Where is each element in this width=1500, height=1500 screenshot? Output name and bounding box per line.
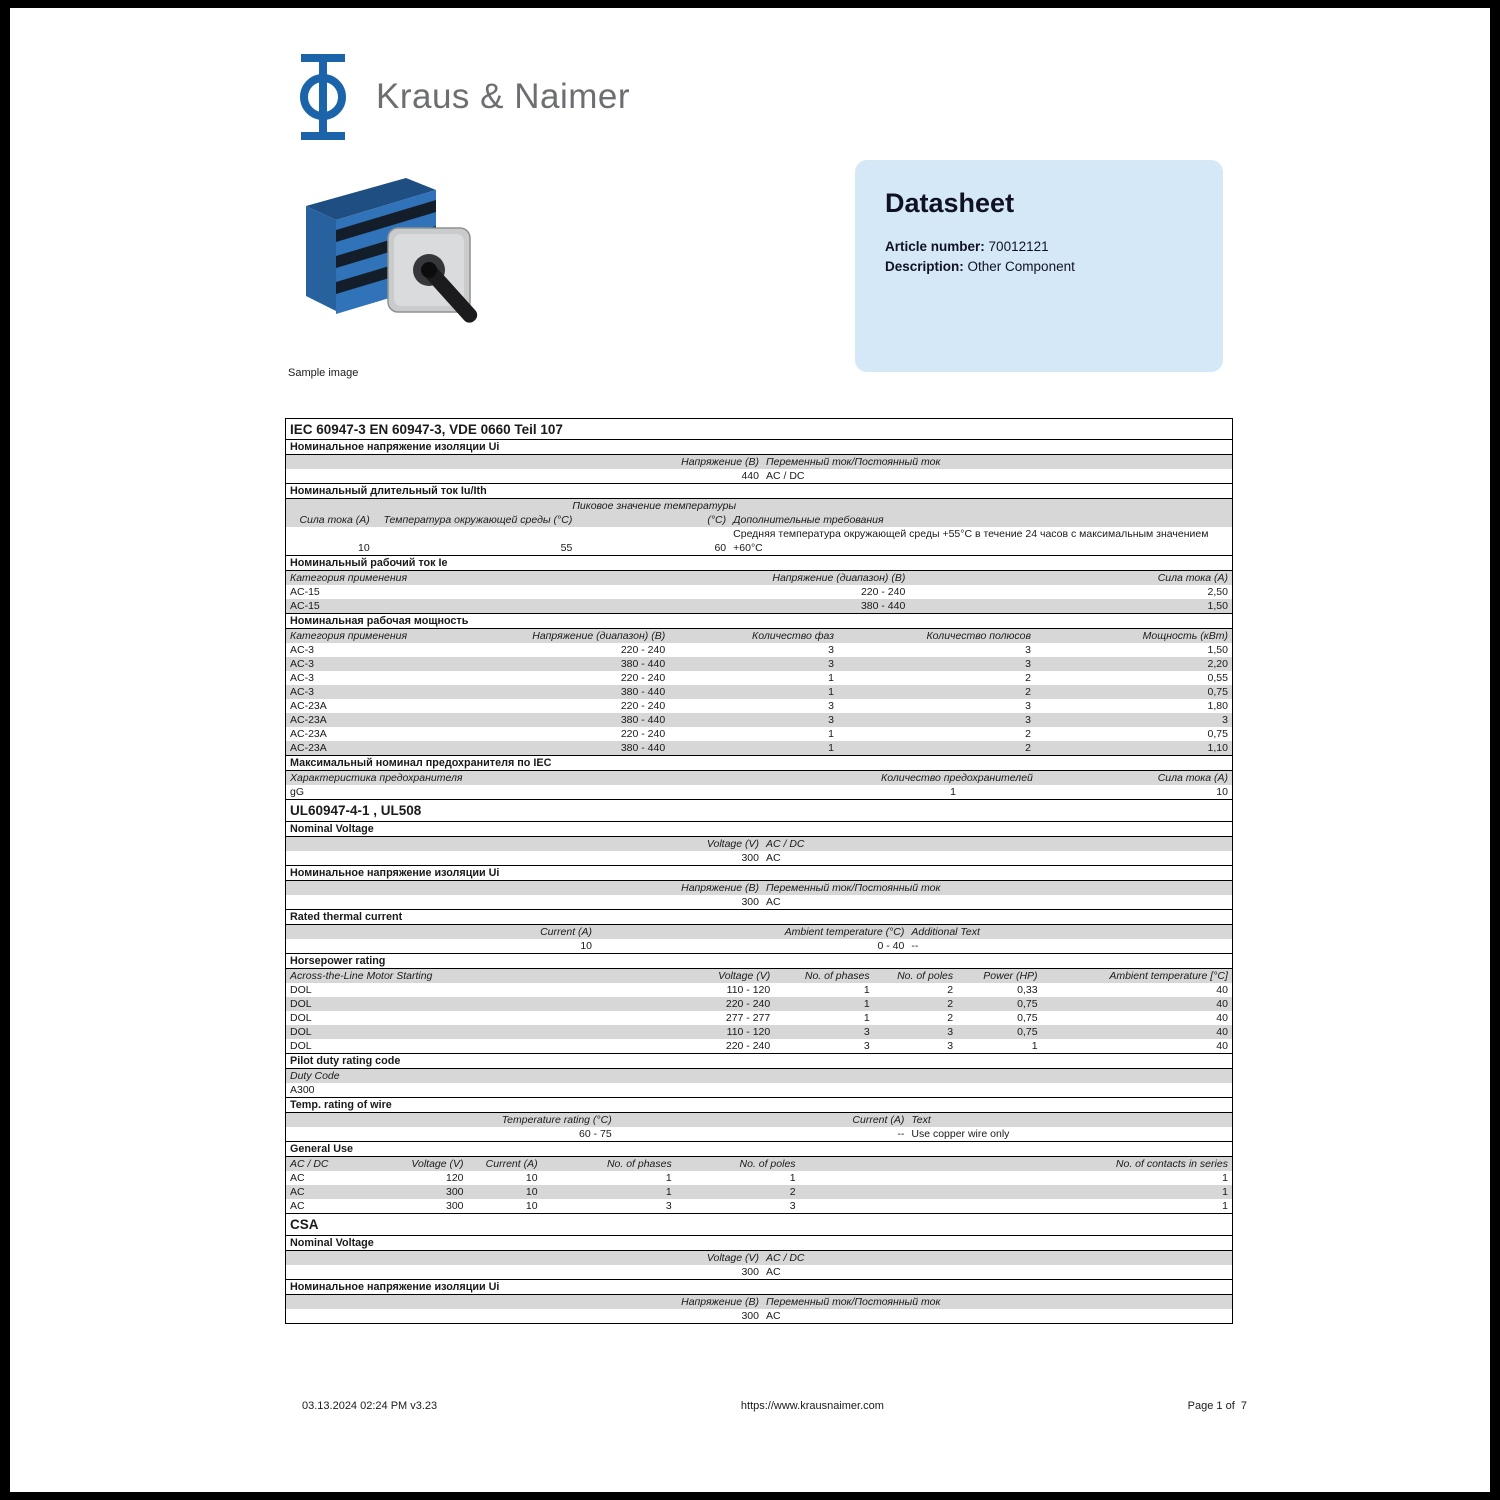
table-cell: Across-the-Line Motor Starting	[290, 970, 433, 982]
table-row	[286, 585, 1232, 599]
section-header-row	[286, 483, 1232, 499]
table-cell: Мощность (кВт)	[1142, 630, 1228, 642]
table-cell: General Use	[290, 1143, 354, 1155]
article-number-value: 70012121	[988, 239, 1049, 254]
table-cell: AC-23A	[290, 714, 327, 726]
table-cell: 3	[947, 1040, 954, 1052]
table-cell: +60°C	[733, 542, 763, 554]
description-line	[885, 259, 1193, 274]
table-row	[286, 1039, 1232, 1053]
table-cell: 1	[863, 1012, 870, 1024]
table-cell: Nominal Voltage	[290, 823, 374, 835]
page-footer	[302, 1400, 1247, 1412]
description-label: Description:	[885, 259, 964, 274]
column-header-row	[286, 629, 1232, 643]
table-cell: Horsepower rating	[290, 955, 386, 967]
table-cell: AC	[766, 1310, 781, 1322]
table-row	[286, 785, 1232, 799]
table-cell: 3	[789, 1200, 796, 1212]
section-header-row	[286, 439, 1232, 455]
table-cell: Voltage (V)	[706, 1252, 759, 1264]
table-cell: 440	[741, 470, 759, 482]
table-cell: Text	[911, 1114, 931, 1126]
table-cell: 2	[947, 998, 954, 1010]
table-cell: No. of poles	[897, 970, 954, 982]
table-cell: Pilot duty rating code	[290, 1055, 401, 1067]
table-row	[286, 1171, 1232, 1185]
brand	[290, 54, 630, 140]
table-row	[286, 1011, 1232, 1025]
table-cell: 1	[863, 984, 870, 996]
table-cell: No. of contacts in series	[1115, 1158, 1228, 1170]
table-cell: AC	[766, 1266, 781, 1278]
table-cell: 380 - 440	[620, 658, 666, 670]
table-cell: 0,33	[1017, 984, 1038, 996]
table-cell: Категория применения	[290, 630, 408, 642]
column-header-row	[286, 571, 1232, 585]
table-row	[286, 1265, 1232, 1279]
table-cell: 380 - 440	[860, 600, 906, 612]
table-cell: 3	[1222, 714, 1228, 726]
table-title-row	[286, 799, 1232, 821]
table-cell: DOL	[290, 998, 312, 1010]
table-cell: 220 - 240	[725, 1040, 771, 1052]
table-cell: 300	[445, 1200, 464, 1212]
table-cell: 1	[828, 686, 835, 698]
table-cell: Temp. rating of wire	[290, 1099, 392, 1111]
table-row	[286, 1083, 1232, 1097]
table-cell: 2	[947, 984, 954, 996]
column-header-row	[286, 1069, 1232, 1083]
table-cell: 0,75	[1207, 686, 1228, 698]
table-cell: 60 - 75	[579, 1128, 612, 1140]
table-cell: 0,75	[1017, 1012, 1038, 1024]
table-cell: 0,75	[1017, 998, 1038, 1010]
table-cell: 2	[1025, 728, 1031, 740]
article-number-line	[885, 239, 1193, 254]
table-cell: 380 - 440	[620, 714, 666, 726]
table-cell: Номинальное напряжение изоляции Ui	[290, 441, 500, 453]
table-cell: AC-15	[290, 586, 320, 598]
table-cell: 2	[1025, 672, 1031, 684]
table-cell: AC-23A	[290, 700, 327, 712]
table-row	[286, 727, 1232, 741]
table-cell: 110 - 120	[726, 984, 771, 996]
table-cell: Дополнительные требования	[733, 514, 884, 526]
table-cell: Количество фаз	[752, 630, 835, 642]
table-cell: No. of poles	[739, 1158, 796, 1170]
column-header-row	[286, 837, 1232, 851]
table-cell: DOL	[290, 984, 312, 996]
table-cell: Средняя температура окружающей среды +55°C в течение 24 часов с максимальным значением	[733, 528, 1209, 540]
column-header-row	[286, 925, 1232, 939]
table-cell: Сила тока (А)	[299, 514, 370, 526]
table-cell: 3	[828, 658, 835, 670]
column-header-row	[286, 1295, 1232, 1309]
table-cell: Номинальная рабочая мощность	[290, 615, 469, 627]
table-cell: 1,80	[1207, 700, 1228, 712]
table-cell: 220 - 240	[725, 998, 771, 1010]
table-row	[286, 671, 1232, 685]
table-cell: 40	[1216, 984, 1228, 996]
table-cell: 3	[947, 1026, 954, 1038]
column-header-row	[286, 881, 1232, 895]
table-cell: DOL	[290, 1040, 312, 1052]
table-cell: 110 - 120	[726, 1026, 771, 1038]
table-cell: 2	[1025, 742, 1031, 754]
table-cell: Характеристика предохранителя	[290, 772, 463, 784]
section-header-row	[286, 1235, 1232, 1251]
table-row	[286, 1199, 1232, 1213]
table-cell: Use copper wire only	[911, 1128, 1010, 1140]
table-cell: Максимальный номинал предохранителя по IEC	[290, 757, 552, 769]
table-cell: DOL	[290, 1012, 312, 1024]
table-cell: Напряжение (диапазон) (В)	[532, 630, 666, 642]
section-header-row	[286, 613, 1232, 629]
table-cell: 40	[1216, 998, 1228, 1010]
table-cell: 220 - 240	[620, 700, 666, 712]
table-cell: 1	[863, 998, 870, 1010]
table-cell: 10	[525, 1200, 538, 1212]
table-cell: 2	[789, 1186, 796, 1198]
table-cell: Номинальное напряжение изоляции Ui	[290, 1281, 500, 1293]
table-cell: 220 - 240	[620, 728, 666, 740]
table-cell: Номинальное напряжение изоляции Ui	[290, 867, 500, 879]
table-cell: 40	[1216, 1040, 1228, 1052]
table-cell: Current (A)	[540, 926, 593, 938]
table-cell: 3	[863, 1026, 870, 1038]
column-header-row	[286, 513, 1232, 527]
section-header-row	[286, 1053, 1232, 1069]
table-row	[286, 469, 1232, 483]
table-cell: 1	[1222, 1186, 1228, 1198]
table-cell: Напряжение (В)	[681, 456, 759, 468]
table-cell: Количество предохранителей	[881, 772, 1033, 784]
table-cell: 1,50	[1207, 644, 1228, 656]
table-cell: AC / DC	[766, 1252, 805, 1264]
table-cell: AC / DC	[290, 1158, 329, 1170]
table-row	[286, 1127, 1232, 1141]
table-cell: Current (A)	[852, 1114, 905, 1126]
table-cell: 220 - 240	[620, 644, 666, 656]
table-cell: 3	[1025, 714, 1031, 726]
table-cell: Power (HP)	[983, 970, 1038, 982]
table-cell: AC	[290, 1186, 305, 1198]
footer-datetime: 03.13.2024 02:24 PM v3.23	[302, 1400, 438, 1412]
table-cell: AC-3	[290, 658, 314, 670]
table-cell: 300	[741, 852, 759, 864]
table-cell: 10	[580, 940, 593, 952]
table-cell: 3	[828, 714, 835, 726]
column-header-row	[286, 1157, 1232, 1171]
column-header-row	[286, 969, 1232, 983]
article-number-label: Article number:	[885, 239, 985, 254]
table-row	[286, 983, 1232, 997]
datasheet-title: Datasheet	[885, 188, 1015, 218]
table-cell: --	[911, 940, 919, 952]
table-cell: 3	[828, 700, 835, 712]
table-cell: Ambient temperature (°C)	[784, 926, 905, 938]
table-cell: 0,55	[1207, 672, 1228, 684]
table-cell: CSA	[290, 1217, 319, 1232]
table-cell: 3	[863, 1040, 870, 1052]
table-cell: 300	[445, 1186, 464, 1198]
table-row	[286, 685, 1232, 699]
table-cell: 2,20	[1207, 658, 1228, 670]
section-header-row	[286, 1097, 1232, 1113]
table-cell: Сила тока (А)	[1157, 572, 1228, 584]
table-cell: 277 - 277	[725, 1012, 771, 1024]
table-cell: 3	[1025, 700, 1031, 712]
table-cell: 220 - 240	[860, 586, 906, 598]
table-title-row	[286, 1213, 1232, 1235]
table-cell: 120	[445, 1172, 464, 1184]
table-row	[286, 851, 1232, 865]
spec-table	[285, 418, 1233, 1324]
table-cell: AC	[290, 1172, 305, 1184]
table-cell: 3	[1025, 658, 1031, 670]
table-cell: AC	[290, 1200, 305, 1212]
table-cell: 1	[1222, 1200, 1228, 1212]
column-header-row	[286, 1113, 1232, 1127]
datasheet-page	[10, 8, 1490, 1492]
sample-image-caption: Sample image	[288, 367, 359, 379]
table-cell: 40	[1216, 1012, 1228, 1024]
table-row	[286, 997, 1232, 1011]
table-cell: Voltage (V)	[411, 1158, 464, 1170]
table-cell: 1	[665, 1172, 672, 1184]
table-cell: 10	[358, 542, 370, 554]
table-cell: Ambient temperature [°C]	[1109, 970, 1228, 982]
table-cell: AC / DC	[766, 838, 805, 850]
section-header-row	[286, 865, 1232, 881]
table-cell: 300	[741, 1266, 759, 1278]
table-cell: Duty Code	[290, 1070, 340, 1082]
table-cell: 55	[560, 542, 573, 554]
table-row	[286, 599, 1232, 613]
column-header-row	[286, 455, 1232, 469]
table-cell: Пиковое значение температуры	[572, 500, 737, 512]
table-cell: 1	[828, 672, 835, 684]
table-cell: 1	[1222, 1172, 1228, 1184]
table-cell: 2	[947, 1012, 954, 1024]
table-cell: 300	[741, 1310, 759, 1322]
table-cell: AC-23A	[290, 742, 327, 754]
table-cell: AC-23A	[290, 728, 327, 740]
table-cell: 3	[665, 1200, 672, 1212]
footer-url: https://www.krausnaimer.com	[740, 1400, 884, 1412]
table-cell: AC-15	[290, 600, 320, 612]
table-cell: 1,50	[1207, 600, 1228, 612]
table-cell: Номинальный длительный ток Iu/Ith	[290, 485, 487, 497]
table-cell: 3	[1025, 644, 1031, 656]
table-cell: A300	[290, 1084, 315, 1096]
table-row	[286, 713, 1232, 727]
section-header-row	[286, 909, 1232, 925]
table-cell: Количество полюсов	[926, 630, 1031, 642]
table-cell: 2,50	[1207, 586, 1228, 598]
footer-page-number: Page 1 of 7	[1187, 1400, 1247, 1412]
table-cell: 10	[1216, 786, 1228, 798]
section-header-row	[286, 953, 1232, 969]
table-cell: Nominal Voltage	[290, 1237, 374, 1249]
table-cell: 1	[1031, 1040, 1038, 1052]
table-row	[286, 895, 1232, 909]
table-cell: Напряжение (диапазон) (В)	[772, 572, 906, 584]
table-cell: 3	[828, 644, 835, 656]
column-header-row	[286, 771, 1232, 785]
table-cell: 0,75	[1207, 728, 1228, 740]
table-cell: Переменный ток/Постоянный ток	[766, 1296, 941, 1308]
table-title-row	[286, 419, 1232, 439]
table-cell: 0,75	[1017, 1026, 1038, 1038]
table-cell: Температура окружающей среды (°C)	[383, 514, 573, 526]
table-cell: --	[897, 1128, 905, 1140]
table-row	[286, 1185, 1232, 1199]
table-cell: (°C)	[707, 514, 727, 526]
table-row	[286, 527, 1232, 541]
table-cell: 10	[525, 1186, 538, 1198]
table-row	[286, 1025, 1232, 1039]
table-cell: 380 - 440	[620, 686, 666, 698]
product-figure	[288, 166, 488, 379]
section-header-row	[286, 755, 1232, 771]
table-cell: 1,10	[1207, 742, 1228, 754]
column-header-row	[286, 499, 1232, 513]
section-header-row	[286, 1279, 1232, 1295]
section-header-row	[286, 1141, 1232, 1157]
table-cell: AC	[766, 896, 781, 908]
table-cell: Номинальный рабочий ток Ie	[290, 557, 448, 569]
table-cell: 40	[1216, 1026, 1228, 1038]
column-header-row	[286, 1251, 1232, 1265]
table-row	[286, 657, 1232, 671]
table-cell: 1	[828, 742, 835, 754]
table-cell: Сила тока (А)	[1157, 772, 1228, 784]
table-cell: Voltage (V)	[706, 838, 759, 850]
table-cell: 10	[525, 1172, 538, 1184]
table-cell: Voltage (V)	[718, 970, 771, 982]
table-row	[286, 699, 1232, 713]
table-cell: 220 - 240	[620, 672, 666, 684]
kraus-naimer-logo-icon	[290, 54, 356, 140]
table-row	[286, 643, 1232, 657]
table-cell: No. of phases	[804, 970, 870, 982]
table-cell: Current (A)	[485, 1158, 538, 1170]
table-cell: AC	[766, 852, 781, 864]
table-cell: Temperature rating (°C)	[501, 1114, 612, 1126]
table-row	[286, 741, 1232, 755]
table-cell: UL60947-4-1 , UL508	[290, 803, 422, 818]
table-cell: AC-3	[290, 686, 314, 698]
description-value: Other Component	[967, 259, 1075, 274]
table-cell: 1	[828, 728, 835, 740]
table-cell: Напряжение (В)	[681, 1296, 759, 1308]
table-cell: gG	[290, 786, 305, 798]
brand-name: Kraus & Naimer	[376, 77, 631, 116]
table-cell: 300	[741, 896, 759, 908]
table-cell: 2	[1025, 686, 1031, 698]
table-cell: No. of phases	[606, 1158, 672, 1170]
table-cell: DOL	[290, 1026, 312, 1038]
table-cell: AC-3	[290, 644, 314, 656]
section-header-row	[286, 555, 1232, 571]
product-image	[288, 166, 478, 356]
table-row	[286, 939, 1232, 953]
table-cell: IEC 60947-3 EN 60947-3, VDE 0660 Teil 107	[290, 421, 563, 437]
table-cell: 60	[714, 542, 727, 554]
section-header-row	[286, 821, 1232, 837]
datasheet-info-box	[855, 160, 1223, 372]
table-cell: Переменный ток/Постоянный ток	[766, 882, 941, 894]
table-cell: Переменный ток/Постоянный ток	[766, 456, 941, 468]
table-cell: 1	[665, 1186, 672, 1198]
table-cell: AC / DC	[766, 470, 805, 482]
table-cell: AC-3	[290, 672, 314, 684]
table-row	[286, 1309, 1232, 1323]
table-cell: Additional Text	[911, 926, 980, 938]
table-cell: 1	[950, 786, 956, 798]
table-cell: 1	[789, 1172, 796, 1184]
table-row	[286, 541, 1232, 555]
table-cell: 0 - 40	[877, 940, 905, 952]
table-cell: Rated thermal current	[290, 911, 403, 923]
table-cell: Категория применения	[290, 572, 408, 584]
table-cell: 380 - 440	[620, 742, 666, 754]
table-cell: Напряжение (В)	[681, 882, 759, 894]
